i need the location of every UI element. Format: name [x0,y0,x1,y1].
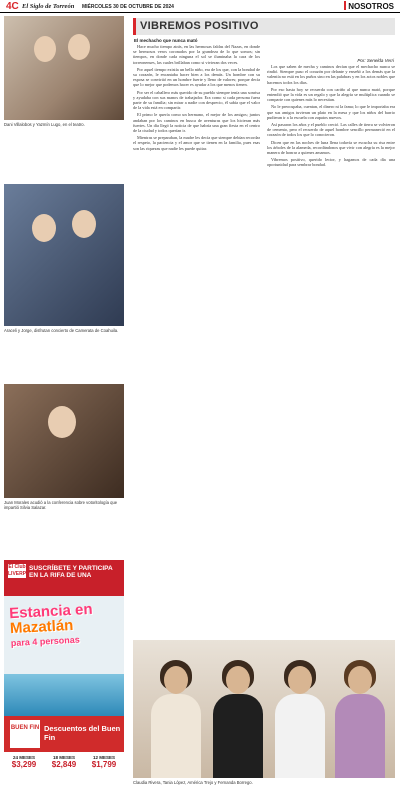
paragraph: El primo le quería como un hermano, el mejor de los amigos; juntos andaban por los caminos en busca de aventuras que los hicieran más fuertes. Un día llegó la noticia de que habría una gran fiesta en el centro de la ciudad y todos querían ir. [133,112,260,134]
masthead-bar [0,0,400,13]
ad-title-line2: Mazatlán [9,616,74,638]
ad-promo [4,596,124,716]
article-column-1 [133,44,260,636]
ad-title-line1: Estancia en [8,600,93,623]
photo-conference [4,384,124,498]
liverpool-ad[interactable] [4,560,124,792]
paragraph: Mientras se preparaban, la madre les decía que siempre debían recordar el respeto, la paciencia y el amor que se tienen en la familia, pues esas son las riquezas que nadie les puede quitar. [133,135,260,151]
price-list [4,752,124,792]
issue-date: MIÉRCOLES 30 DE OCTUBRE DE 2024 [82,4,174,10]
paragraph: Así pasaron los años y el pueblo creció. Las calles de tierra se volvieron de cemento, pero el recuerdo de aquel hombre sencillo permaneció en el corazón de todos los que lo conocieron. [267,122,395,138]
paragraph: Por ser el caballero más querido de su pueblo siempre tenía una sonrisa y ayudaba con sus manos de trabajador. Era como si cada persona fuera parte de su familia; sin mirar a nadie con desprecio, él sabía que el valor de la vida está en compartir. [133,89,260,111]
liverpool-logo: El Club LIVERPOOL [8,564,37,577]
paper-name: El Siglo de Torreón [22,3,75,10]
article-headline: VIBREMOS POSITIVO [133,18,395,35]
section-bar-icon [344,1,346,10]
ad-header [4,560,124,596]
price-item: 24 MESES $3,299 [11,755,37,769]
paragraph: Por eso hasta hoy se recuerda con cariño al que nunca mató, porque entendió que la vida es un regalo y que la alegría se multiplica cuando se comparte con quienes más lo necesitan. [267,86,395,103]
caption-group: Claudia Rivera, Tania López, América Trejo y Fernanda Borrego. [133,780,253,785]
ad-title-line3: para 4 personas [10,634,81,649]
buen-fin-logo: BUEN FIN [10,720,40,748]
caption-theater: Dani Villalobos y Yazmín Lugo, en el teatro. [4,122,85,127]
article-kicker: El mechacho que nunca mató [134,38,198,43]
section-name [344,1,394,11]
sea-illustration [4,674,124,716]
paragraph: Vibremos positivo, querido lector, y hagamos de cada día una oportunidad para sembrar bondad. [267,157,395,168]
paragraph: Por aquel tiempo existía un bello niño, era de los que, con la bondad de su corazón, le encantaba hacer bien a los demás. Un hombre con su esposa se convirtió en un hombre fuerte y lleno de valores; porque decía que lo mejor que podemos hacer es ayudar a los que menos tienen. [133,66,260,88]
caption-concert: Araceli y Jorge, disfrutan concierto de Camerata de Coahuila. [4,328,119,333]
price-item: 18 MESES $2,849 [51,755,77,769]
article-author: Por: Senelda Verri [357,58,394,63]
paragraph: No le preocupaba, cuentan, el dinero ni la fama; lo que le importaba era que sus amigos tuvieran un plato en la mesa y que los niños del barrio pudieran ir a la escuela con zapatos nuevos. [267,104,395,120]
paragraph: Los que saben de mecha y caminos decían que el mechacho nunca se rindió. Siempre puso el corazón por delante y enseñó a los demás que la valentía no está en los puños sino en las palabras y en los actos nobles que hacemos todos los días. [267,64,395,85]
photo-group [133,640,395,778]
paragraph: Hace mucho tiempo atrás, en las hermosas faldas del Nazas, en donde se hermosos veros coronados por la grandeza de lo que somos; sin tiempos, en donde cada ninguna el sol se iluminaba la cara de los torreonenses, las cuales brillaban como si vivieran dos veces. [133,44,260,65]
article-column-2 [267,64,395,636]
buen-fin-text: Descuentos del Buen Fin [44,724,121,742]
ad-subtitle: SUSCRÍBETE Y PARTICIPA EN LA RIFA DE UNA [29,564,113,579]
ad-title [9,602,95,651]
section-label: NOSOTROS [348,2,394,11]
buen-fin-banner [4,716,124,752]
paragraph: Dicen que en las noches de luna llena todavía se escucha su risa entre los árboles de la alameda, recordándonos que vivir con alegría es la mejor manera de honrar a quienes amamos. [267,139,395,156]
photo-concert [4,184,124,326]
photo-theater [4,16,124,120]
caption-conference: Juan Morales acudió a la conferencia sobre votoritología que impartió Silvia Salazar. [4,500,118,510]
price-item: 12 MESES $1,799 [91,755,117,769]
page-number: 4C [6,1,19,12]
